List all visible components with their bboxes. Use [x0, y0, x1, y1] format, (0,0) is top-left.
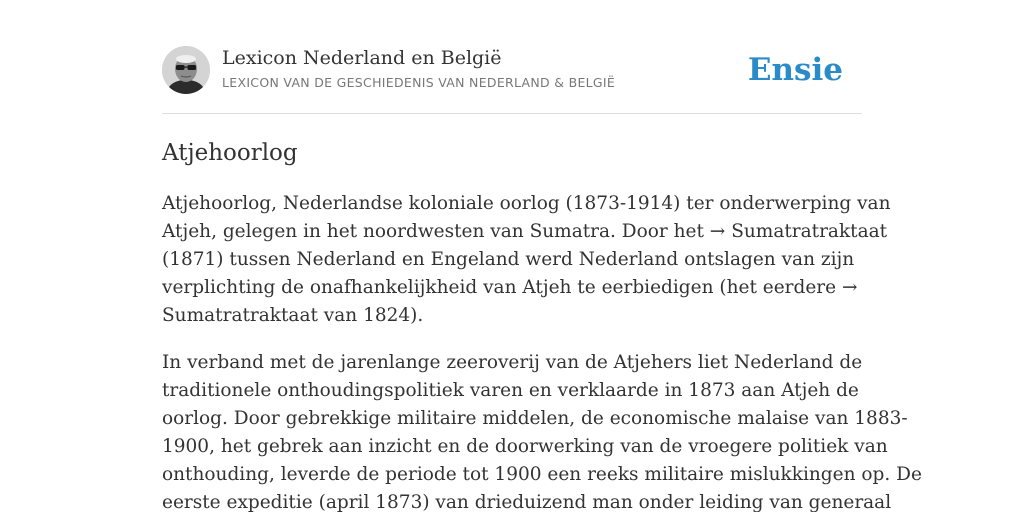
text-line: traditionele onthoudingspolitiek varen en verklaarde in 1873 aan Atjeh de: [162, 380, 859, 401]
text-line: 1900, het gebrek aan inzicht en de doorwerking van de vroegere politiek van: [162, 436, 888, 457]
text-line: Atjehoorlog, Nederlandse koloniale oorlog (1873-1914) ter onderwerping van: [162, 193, 891, 214]
text-line-with-link[interactable]: verplichting de onafhankelijkheid van Atjeh te eerbiedigen (het eerdere →: [162, 277, 858, 298]
text-line-link[interactable]: Sumatratraktaat van 1824).: [162, 305, 424, 326]
text-line-with-link[interactable]: Atjeh, gelegen in het noordwesten van Sumatra. Door het → Sumatratraktaat: [162, 221, 888, 242]
ensie-logo-link[interactable]: Ensie: [747, 52, 843, 88]
text-line: (1871) tussen Nederland en Engeland werd Nederland ontslagen van zijn: [162, 249, 855, 270]
site-subtitle: LEXICON VAN DE GESCHIEDENIS VAN NEDERLAND & BELGIË: [222, 75, 616, 90]
paragraph-1: [162, 190, 891, 330]
text-line: In verband met de jarenlange zeeroverij van de Atjehers liet Nederland de: [162, 352, 863, 373]
site-title[interactable]: Lexicon Nederland en België: [222, 47, 502, 69]
site-header: [162, 46, 862, 114]
text-line: eerste expeditie (april 1873) van drieduizend man onder leiding van generaal: [162, 492, 892, 512]
author-avatar[interactable]: [162, 46, 210, 94]
article-title: Atjehoorlog: [162, 140, 298, 166]
avatar-photo: [162, 46, 210, 94]
paragraph-2: [162, 349, 922, 512]
article-body: [162, 190, 922, 512]
text-line: oorlog. Door gebrekkige militaire middelen, de economische malaise van 1883-: [162, 408, 908, 429]
text-line: onthouding, leverde de periode tot 1900 een reeks militaire mislukkingen op. De: [162, 464, 922, 485]
header-text: [222, 46, 615, 91]
